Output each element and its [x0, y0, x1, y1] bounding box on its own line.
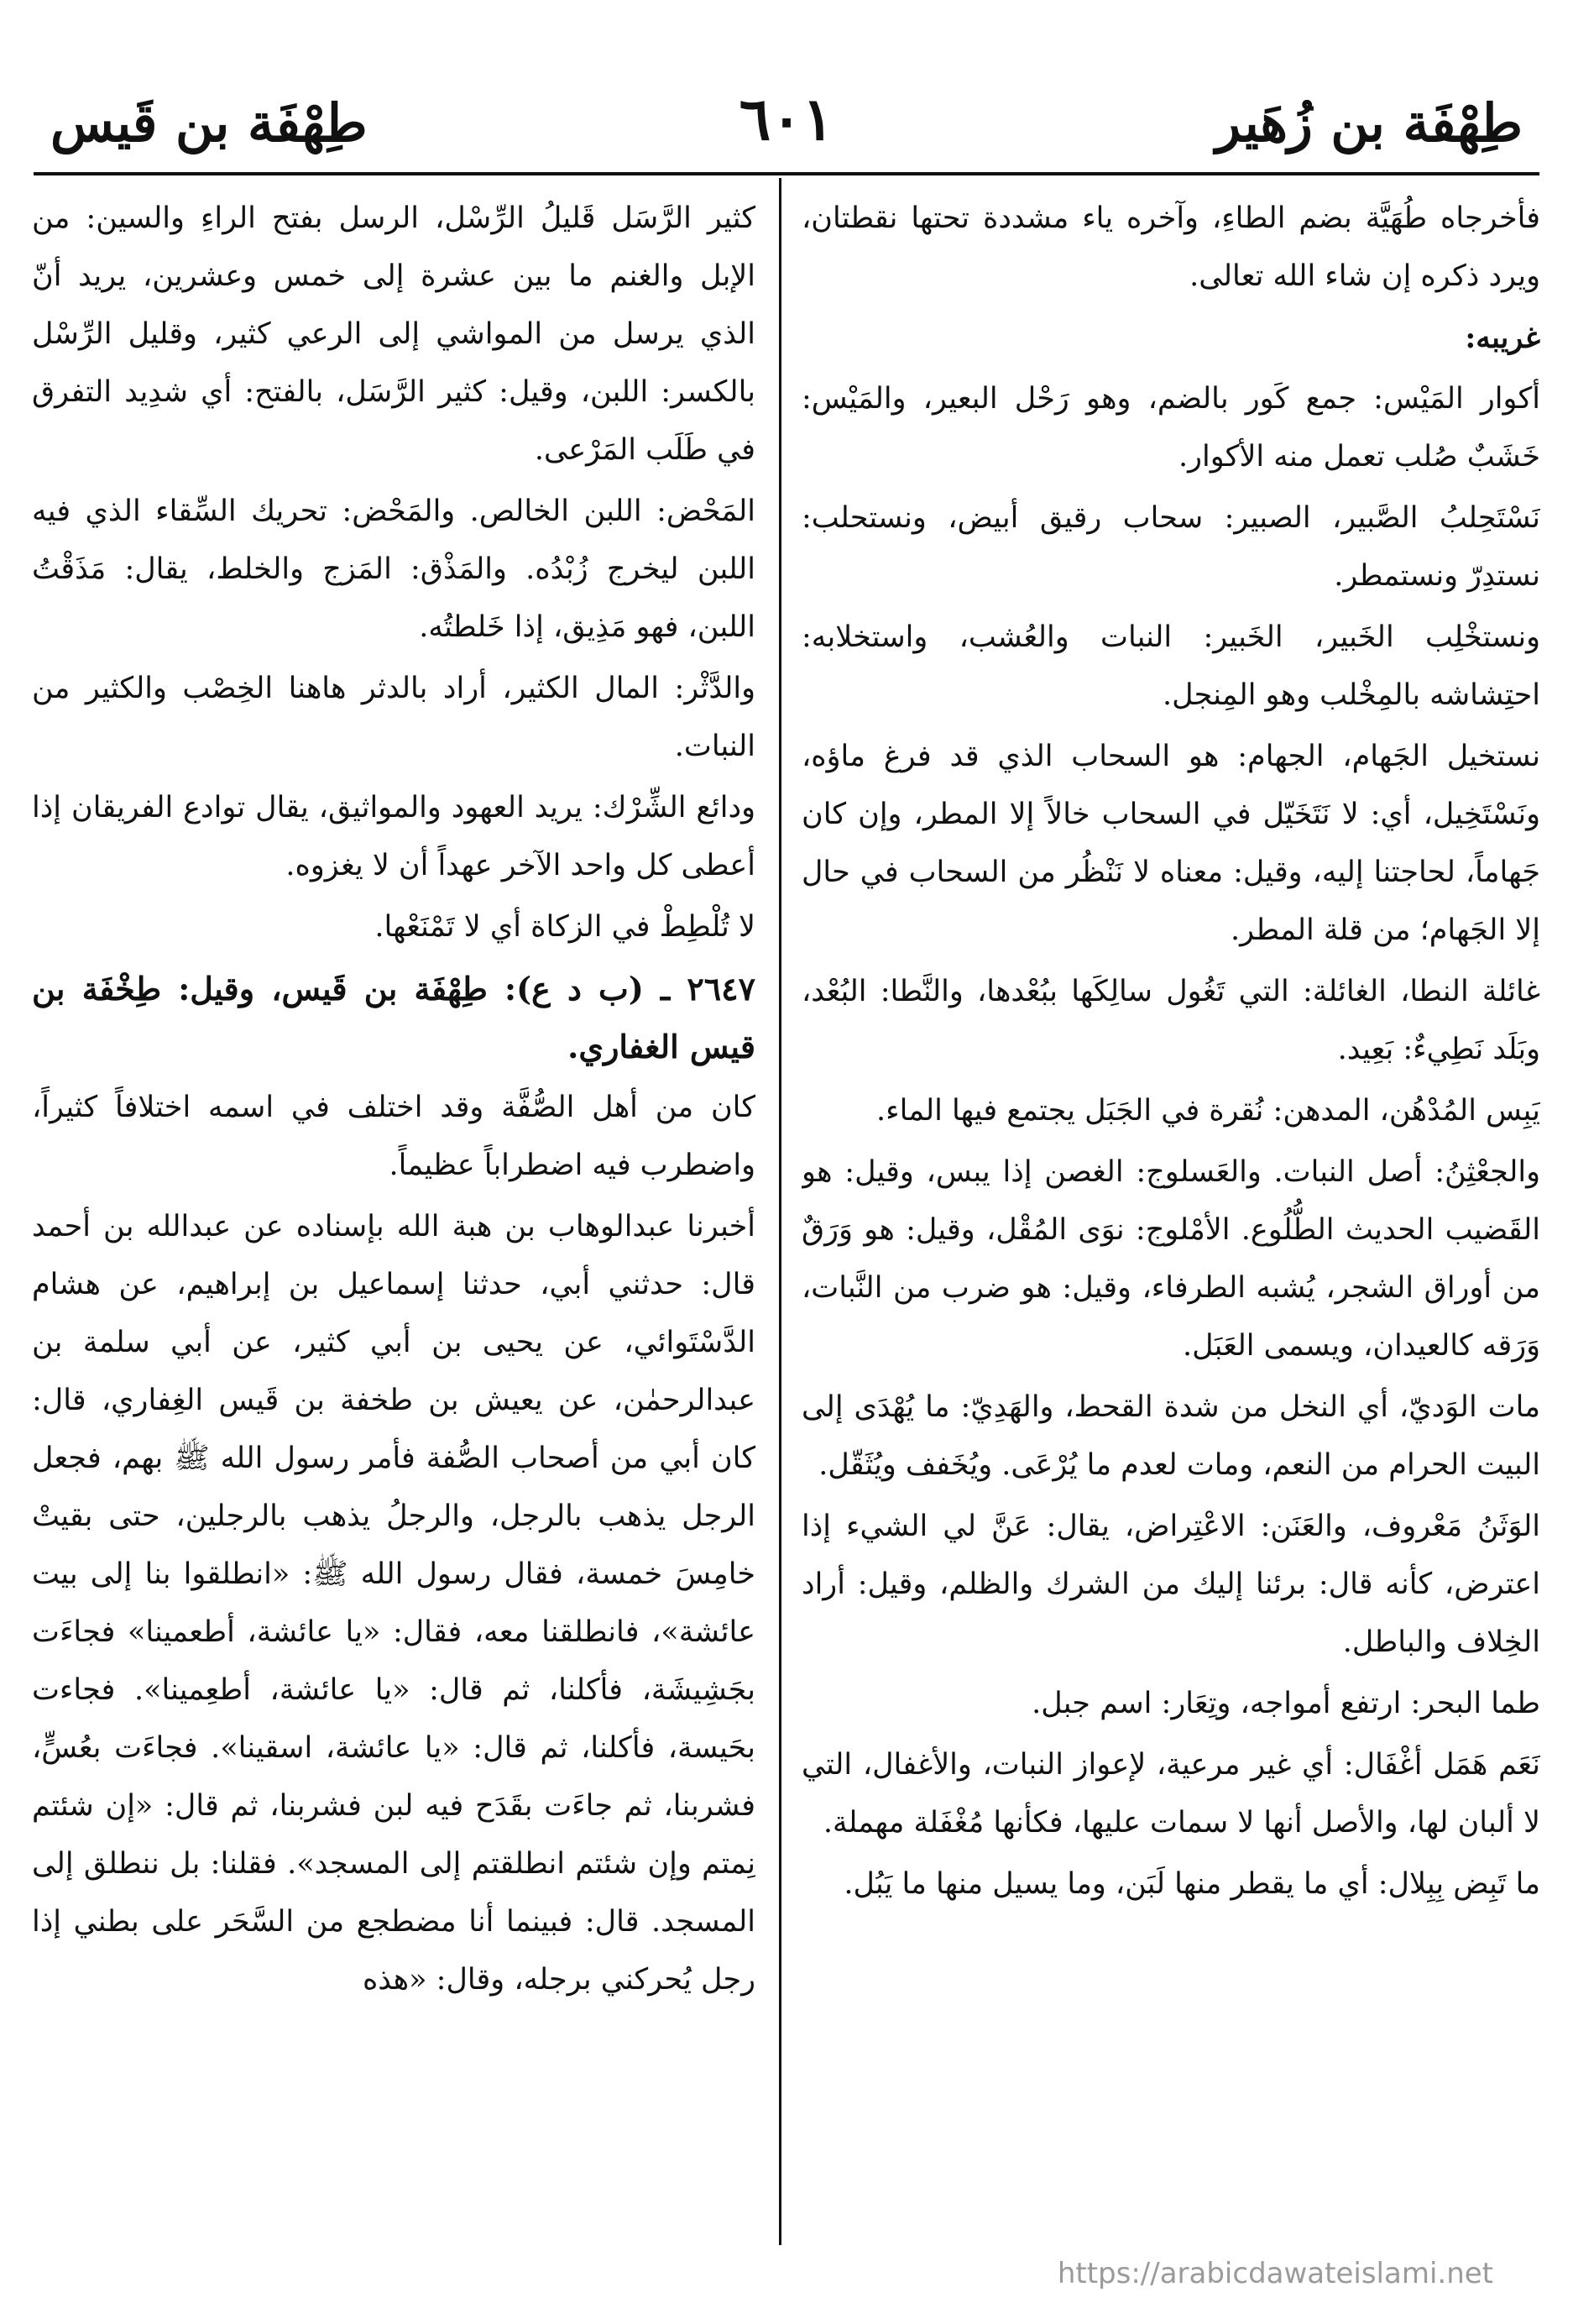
paragraph: ونستخْلِب الخَبير، الخَبير: النبات والعُشب، واستخلابه: احتِشاشه بالمِخْلب وهو المِنجل. [802, 620, 1540, 712]
paragraph: نستخيل الجَهام، الجهام: هو السحاب الذي قد فرغ ماؤه، ونَسْتَخِيل، أي: لا نَتَخَيّل في السحاب خالاً إلا المطر، وإن كان جَهاماً، لحاجتنا إليه، وقيل: معناه لا نَنْظُر من السحاب في حال إلا الجَهام؛ من قلة المطر. [802, 740, 1540, 947]
paragraph: غائلة النطا، الغائلة: التي تَغُول سالِكَها ببُعْدها، والنَّطا: البُعْد، وبَلَد نَطِيءٌ: بَعِيد. [802, 975, 1540, 1066]
paragraph: ما تَبِض بِبِلال: أي ما يقطر منها لَبَن، وما يسيل منها ما يَبُل. [844, 1867, 1540, 1901]
paragraph: نَسْتَحِلبُ الصَّبير، الصبير: سحاب رقيق أبيض، ونستحلب: نستدِرّ ونستمطر. [802, 501, 1540, 593]
paragraph: فأخرجاه طُهَيَّة بضم الطاءِ، وآخره ياء مشددة تحتها نقطتان، ويرد ذكره إن شاء الله تعالى. [802, 202, 1540, 293]
paragraph: كان من أهل الصُّفَّة وقد اختلف في اسمه اختلافاً كثيراً، واضطرب فيه اضطراباً عظيماً. [32, 1091, 755, 1182]
paragraph: المَحْض: اللبن الخالص. والمَحْض: تحريك السِّقاء الذي فيه اللبن ليخرج زُبْدُه. والمَذْق: المَزج والخلط، يقال: مَذَقْتُ اللبن، فهو مَذِيق، إذا خَلطتُه. [32, 495, 755, 644]
paragraph: أخبرنا عبدالوهاب بن هبة الله بإسناده عن عبدالله بن أحمد قال: حدثني أبي، حدثنا إسماعيل بن إبراهيم، عن هشام الدَّسْتَوائي، عن يحيى بن أبي كثير، عن أبي سلمة بن عبدالرحمٰن، عن يعيش بن طخفة بن قَيس الغِفاري، قال: كان أبي من أصحاب الصُّفة فأمر رسول الله ﷺ بهم، فجعل الرجل يذهب بالرجل، والرجلُ يذهب بالرجلين، حتى بقيتْ خامِسَ خمسة، فقال رسول الله ﷺ: «انطلقوا بنا إلى بيت عائشة»، فانطلقنا معه، فقال: «يا عائشة، أطعمينا» فجاءَت بجَشِيشَة، فأكلنا، ثم قال: «يا عائشة، أطعِمينا». فجاءت بحَيسة، فأكلنا، ثم قال: «يا عائشة، اسقينا». فجاءَت بعُسٍّ، فشربنا، ثم جاءَت بقَدَح فيه لبن فشربنا، ثم قال: «إن شئتم نِمتم وإن شئتم انطلقتم إلى المسجد». فقلنا: بل ننطلق إلى المسجد. قال: فبينما أنا مضطجع من السَّحَر على بطني إذا رجل يُحركني برجله، وقال: «هذه [32, 1210, 755, 1997]
paragraph: لا تُلْطِطْ في الزكاة أي لا تَمْنَعْها. [374, 910, 755, 944]
paragraph: أكوار المَيْس: جمع كَور بالضم، وهو رَحْل البعير، والمَيْس: خَشَبٌ صُلب تعمل منه الأكوار. [802, 382, 1540, 474]
paragraph: والدَّثْر: المال الكثير، أراد بالدثر هاهنا الخِصْب والكثير من النبات. [32, 672, 755, 763]
paragraph: يَبِس المُدْهُن، المدهن: نُقرة في الجَبَل يجتمع فيها الماء. [876, 1094, 1540, 1128]
paragraph: والجعْثِنُ: أصل النبات. والعَسلوج: الغصن إذا يبس، وقيل: هو القَضيب الحديث الطُّلُوع. الأمْلوج: نوَى المُقْل، وقيل: هو وَرَقٌ من أوراق الشجر، يُشبه الطرفاء، وقيل: هو ضرب من النَّبات، وَرَقه كالعيدان، ويسمى العَبَل. [802, 1155, 1540, 1363]
header-right-title: طِهْفَة بن زُهَير [1215, 92, 1523, 154]
paragraph: نَعَم هَمَل أغْفَال: أي غير مرعية، لإعواز النبات، والأغفال، التي لا ألبان لها، والأصل أنها لا سمات عليها، فكأنها مُغْفَلة مهملة. [802, 1748, 1540, 1840]
running-header [50, 84, 1523, 185]
header-rule [34, 172, 1539, 175]
watermark-url: https://arabicdawateislami.net [1057, 2257, 1493, 2290]
left-column [32, 190, 755, 2238]
paragraph: مات الوَديّ، أي النخل من شدة القحط، والهَدِيّ: ما يُهْدَى إلى البيت الحرام من النعم، ومات لعدم ما يُرْعَى. ويُخَفف ويُثَقّل. [802, 1390, 1540, 1482]
paragraph: الوَثَنُ مَعْروف، والعَنَن: الاعْتِراض، يقال: عَنَّ لي الشيء إذا اعترض، كأنه قال: برئنا إليك من الشرك والظلم، وقيل: أراد الخِلاف والباطل. [802, 1510, 1540, 1659]
section-heading: غريبه: [1465, 321, 1540, 355]
column-divider [779, 178, 781, 2245]
entry-title: ٢٦٤٧ ـ (ب د ع): طِهْفَة بن قَيس، وقيل: طِخْفَة بن قيس الغفاري. [32, 970, 755, 1065]
right-column [802, 190, 1540, 2238]
paragraph: ودائع الشِّرْك: يريد العهود والمواثيق، يقال توادع الفريقان إذا أعطى كل واحد الآخر عهداً أن لا يغزوه. [32, 791, 755, 882]
paragraph: طما البحر: ارتفع أمواجه، وتِعَار: اسم جبل. [1032, 1687, 1540, 1720]
page-number: ٦٠١ [739, 84, 834, 154]
header-left-title: طِهْفَة بن قَيس [50, 92, 368, 154]
paragraph: كثير الرَّسَل قَليلُ الرِّسْل، الرسل بفتح الراءِ والسين: من الإبل والغنم ما بين عشرة إلى خمس وعشرين، يريد أنّ الذي يرسل من المواشي إلى الرعي كثير، وقليل الرِّسْل بالكسر: اللبن، وقيل: كثير الرَّسَل، بالفتح: أي شدِيد التفرق في طَلَب المَرْعى. [32, 202, 755, 467]
